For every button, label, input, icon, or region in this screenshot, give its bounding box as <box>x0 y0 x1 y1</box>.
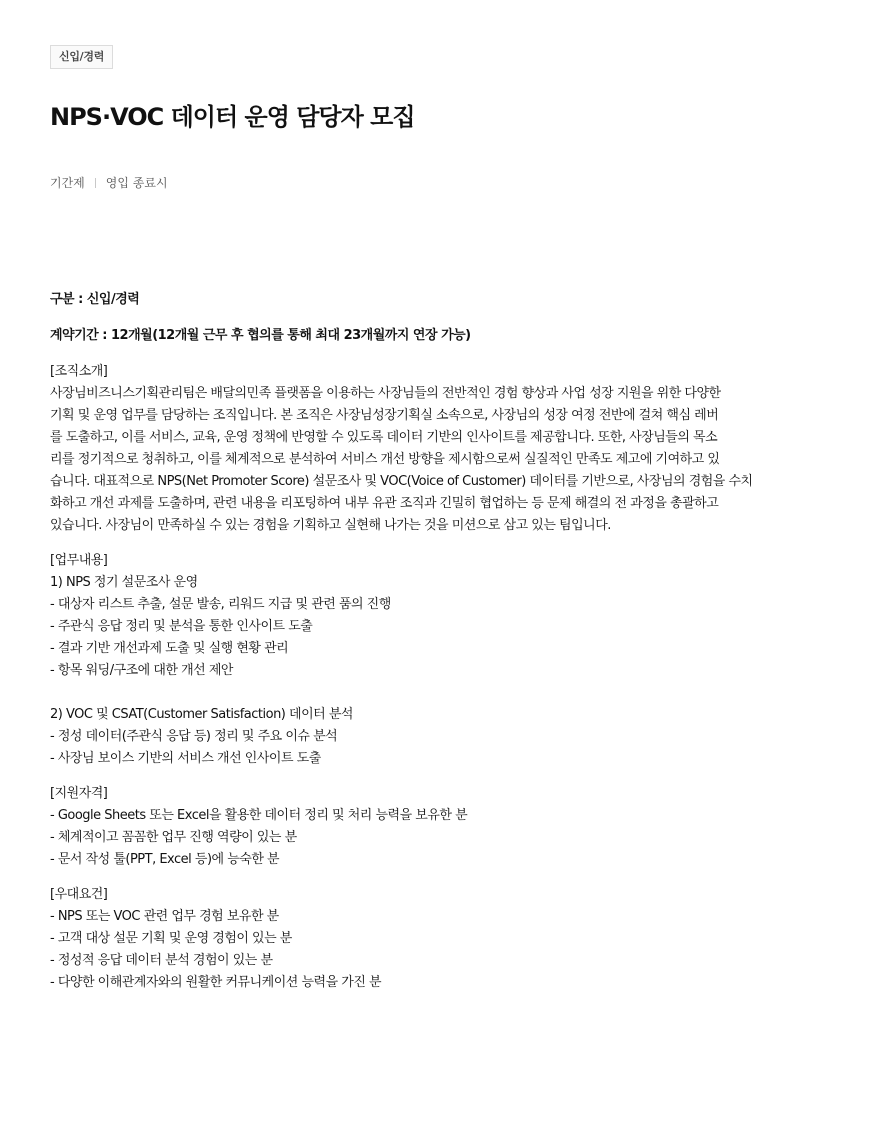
list-item: - 정성적 응답 데이터 분석 경험이 있는 분 <box>50 953 273 968</box>
meta-divider <box>95 178 96 188</box>
list-item: - 주관식 응답 정리 및 분석을 통한 인사이트 도출 <box>50 619 313 634</box>
org-line: 기획 및 운영 업무를 담당하는 조직입니다. 본 조직은 사장님성장기획실 소속으로, 사장님의 성장 여정 전반에 걸쳐 핵심 레버 <box>50 408 719 423</box>
org-description <box>50 383 850 537</box>
section-heading-duties: [업무내용] <box>50 553 108 568</box>
job-description <box>50 289 840 994</box>
org-line: 사장님비즈니스기획관리팀은 배달의민족 플랫폼을 이용하는 사장님들의 전반적인 경험 향상과 사업 성장 지원을 위한 다양한 <box>50 386 721 401</box>
career-type-badge: 신입/경력 <box>50 45 113 69</box>
list-item: - 고객 대상 설문 기획 및 운영 경험이 있는 분 <box>50 931 292 946</box>
posting-meta <box>50 175 840 191</box>
duties-group-title: 1) NPS 정기 설문조사 운영 <box>50 575 198 590</box>
duties-group-title: 2) VOC 및 CSAT(Customer Satisfaction) 데이터 분석 <box>50 707 353 722</box>
org-line: 리를 정기적으로 청취하고, 이를 체계적으로 분석하여 서비스 개선 방향을 제시함으로써 실질적인 만족도 제고에 기여하고 있 <box>50 452 720 467</box>
list-item: - 정성 데이터(주관식 응답 등) 정리 및 주요 이슈 분석 <box>50 729 338 744</box>
list-item: - 항목 워딩/구조에 대한 개선 제안 <box>50 663 233 678</box>
page-title: NPS·VOC 데이터 운영 담당자 모집 <box>50 103 415 131</box>
blank-line <box>50 682 840 704</box>
employment-type: 기간제 <box>50 176 85 190</box>
list-item: - 문서 작성 툴(PPT, Excel 등)에 능숙한 분 <box>50 852 280 867</box>
org-line: 습니다. 대표적으로 NPS(Net Promoter Score) 설문조사 및 VOC(Voice of Customer) 데이터를 기반으로, 사장님의 경험을 수치 <box>50 474 753 489</box>
job-posting <box>50 45 840 994</box>
org-line: 를 도출하고, 이를 서비스, 교육, 운영 정책에 반영할 수 있도록 데이터 기반의 인사이트를 제공합니다. 또한, 사장님들의 목소 <box>50 430 718 445</box>
list-item: - NPS 또는 VOC 관련 업무 경험 보유한 분 <box>50 909 279 924</box>
contract-line: 계약기간 : 12개월(12개월 근무 후 협의를 통해 최대 23개월까지 연장 가능) <box>50 328 471 343</box>
list-item: - 대상자 리스트 추출, 설문 발송, 리워드 지급 및 관련 품의 진행 <box>50 597 391 612</box>
list-item: - Google Sheets 또는 Excel을 활용한 데이터 정리 및 처리 능력을 보유한 분 <box>50 808 468 823</box>
list-item: - 사장님 보이스 기반의 서비스 개선 인사이트 도출 <box>50 751 321 766</box>
list-item: - 다양한 이해관계자와의 원활한 커뮤니케이션 능력을 가진 분 <box>50 975 382 990</box>
list-item: - 결과 기반 개선과제 도출 및 실행 현황 관리 <box>50 641 289 656</box>
section-heading-org: [조직소개] <box>50 364 108 379</box>
category-line: 구분 : 신입/경력 <box>50 292 140 307</box>
section-heading-preferred: [우대요건] <box>50 887 108 902</box>
org-line: 화하고 개선 과제를 도출하며, 관련 내용을 리포팅하여 내부 유관 조직과 긴밀히 협업하는 등 문제 해결의 전 과정을 총괄하고 <box>50 496 719 511</box>
list-item: - 체계적이고 꼼꼼한 업무 진행 역량이 있는 분 <box>50 830 297 845</box>
deadline: 영입 종료시 <box>105 176 168 190</box>
section-heading-qualifications: [지원자격] <box>50 786 108 801</box>
org-line: 있습니다. 사장님이 만족하실 수 있는 경험을 기획하고 실현해 나가는 것을 미션으로 삼고 있는 팀입니다. <box>50 518 611 533</box>
